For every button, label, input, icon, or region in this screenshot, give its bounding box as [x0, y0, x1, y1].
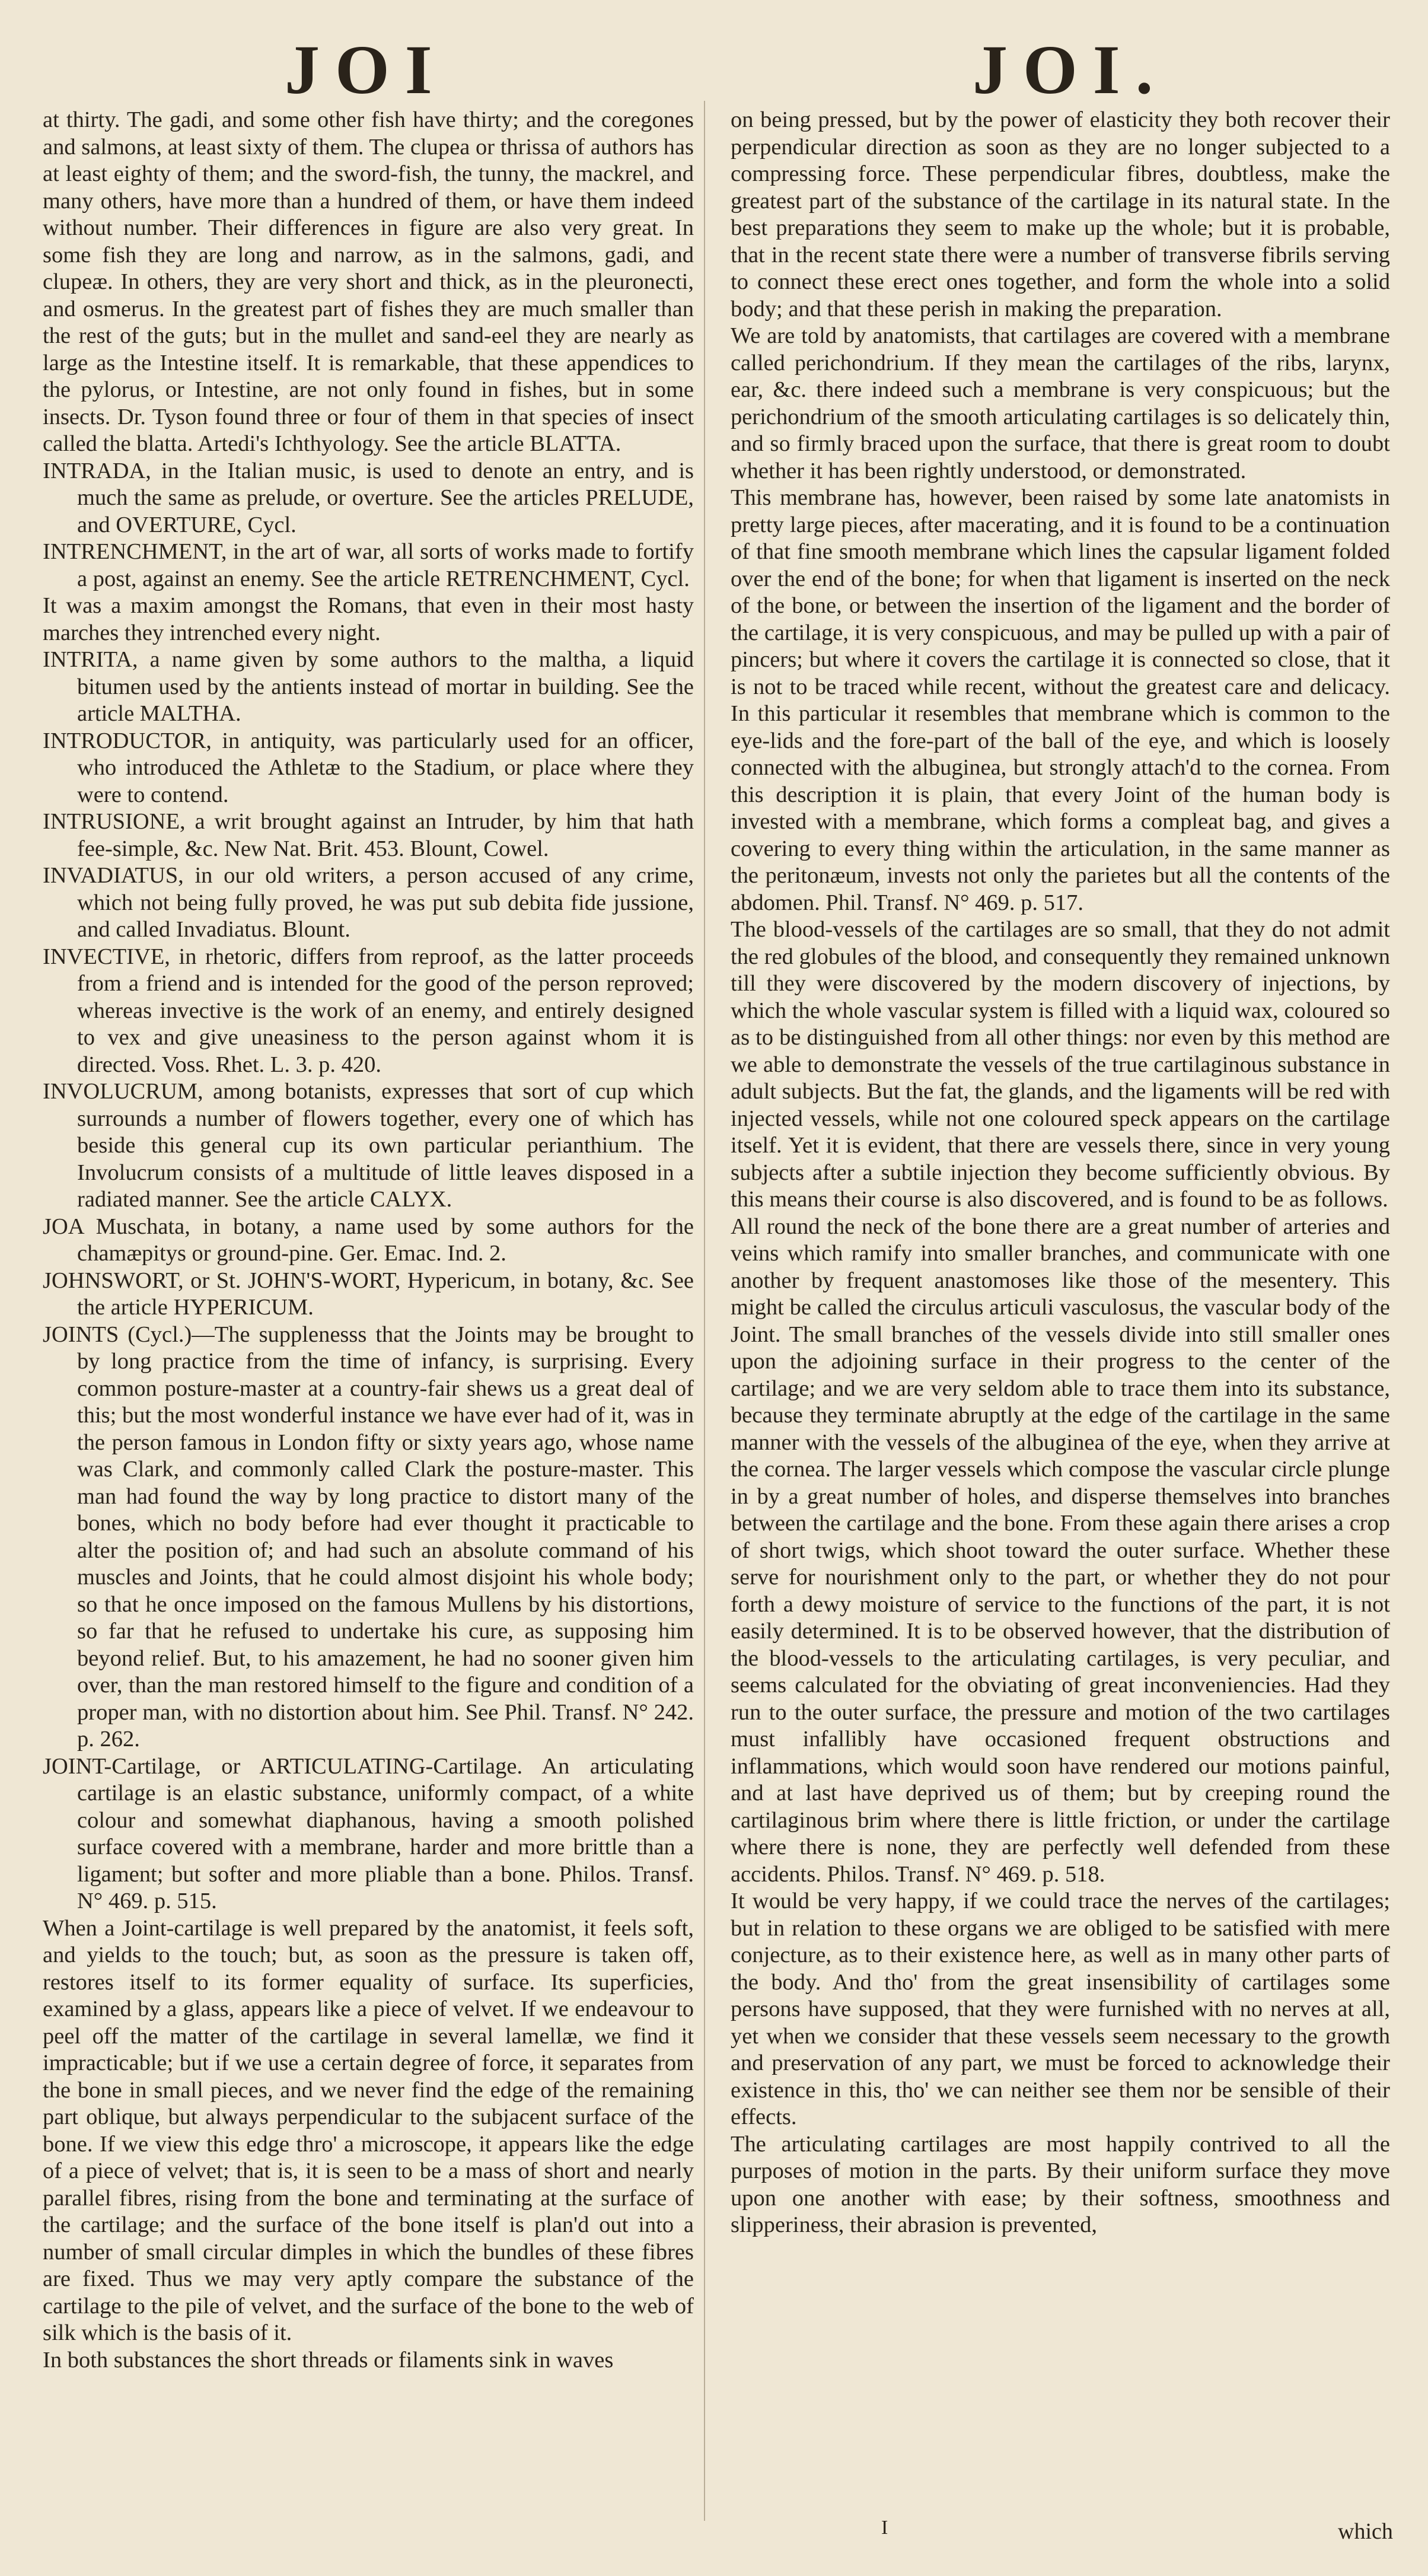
paragraph: When a Joint-cartilage is well prepared by the anatomist, it feels soft, and yields to the touch; but, as soon as the pressure is taken off, restores itself to its former equality of surface. Its superficies, examined by a glass, appears like a piece of velvet. If we endeavour to peel off the matter of the cartilage in several lamellæ, we find it impracticable; but if we use a certain degree of force, it separates from the bone in small pieces, and we never find the edge of the remaining part oblique, but always perpendicular to the subjacent surface of the bone. If we view this edge thro' a microscope, it appears like the edge of a piece of velvet; that is, it is seen to be a mass of short and nearly parallel fibres, rising from the bone and terminating at the surface of the cartilage; and the surface of the bone itself is plan'd out into a number of small circular dimples in which the bundles of these fibres are fixed. Thus we may very aptly compare the substance of the cartilage to the pile of velvet, and the surface of the bone to the web of silk which is the basis of it.	[43, 1915, 694, 2345]
entry-intrada: INTRADA, in the Italian music, is used to denote an entry, and is much the same as prelude, or overture. See the articles PRELUDE, and OVERTURE, Cycl.	[43, 458, 694, 537]
signature-mark: I	[881, 2517, 888, 2539]
right-column	[731, 107, 1390, 2239]
paragraph: on being pressed, but by the power of elasticity they both recover their perpendicular direction as soon as they are no longer subjected to a compressing force. These perpendicular fibres, doubtless, make the greatest part of the substance of the cartilage in its natural state. In the best preparations they seem to make up the whole; but it is probable, that in the recent state there were a number of transverse fibrils serving to connect these erect ones together, and form the whole into a solid body; and that these perish in making the preparation.	[731, 107, 1390, 321]
running-head-left: JOI	[285, 31, 448, 109]
entry-joints: JOINTS (Cycl.)—The supplenesss that the Joints may be brought to by long practice from the time of infancy, is surprising. Every common posture-master at a country-fair shews us a great deal of this; but the most wonderful instance we have ever had of it, was in the person famous in London fifty or sixty years ago, whose name was Clark, and commonly called Clark the posture-master. This man had found the way by long practice to distort many of the bones, which no body before had ever thought it practicable to alter the position of; and had such an absolute command of his muscles and Joints, that he could almost disjoint his whole body; so that he once imposed on the famous Mullens by his distortions, so far that he refused to undertake his cure, as supposing him beyond relief. But, to his amazement, he had no sooner given him over, than the man restored himself to the figure and condition of a proper man, with no distortion about him. See Phil. Transf. N° 242. p. 262.	[43, 1322, 694, 1752]
paragraph: It was a maxim amongst the Romans, that even in their most hasty marches they intrenched every night.	[43, 593, 694, 645]
entry-johnswort: JOHNSWORT, or St. JOHN'S-WORT, Hypericum, in botany, &c. See the article HYPERICUM.	[43, 1268, 694, 1320]
running-head-right: JOI.	[973, 31, 1169, 109]
paragraph: We are told by anatomists, that cartilages are covered with a membrane called perichondrium. If they mean the cartilages of the ribs, larynx, ear, &c. there indeed such a membrane is very conspicuous; but the perichondrium of the smooth articulating cartilages is so delicately thin, and so firmly braced upon the surface, that there is great room to doubt whether it has been rightly understood, or demonstrated.	[731, 323, 1390, 483]
catchword: which	[1338, 2519, 1393, 2544]
paragraph: It would be very happy, if we could trace the nerves of the cartilages; but in relation to these organs we are obliged to be satisfied with mere conjecture, as to their existence here, as well as in many other parts of the body. And tho' from the great insensibility of cartilages some persons have supposed, that they were furnished with no nerves at all, yet when we consider that these vessels seem necessary to the growth and preservation of any part, we must be forced to acknowledge their existence in this, tho' we can neither see them nor be sensible of their effects.	[731, 1889, 1390, 2129]
entry-introductor: INTRODUCTOR, in antiquity, was particularly used for an officer, who introduced the Athletæ to the Stadium, or place where they were to contend.	[43, 728, 694, 807]
paragraph: In both substances the short threads or filaments sink in waves	[43, 2347, 614, 2373]
entry-invadiatus: INVADIATUS, in our old writers, a person accused of any crime, which not being fully proved, he was put sub debita fide jussione, and called Invadiatus. Blount.	[43, 863, 694, 942]
paragraph: The blood-vessels of the cartilages are so small, that they do not admit the red globules of the blood, and consequently they remained unknown till they were discovered by the modern discovery of injections, by which the whole vascular system is filled with a liquid wax, coloured so as to be distinguished from all other things: nor even by this method are we able to demonstrate the vessels of the true cartilaginous substance in adult subjects. But the fat, the glands, and the ligaments will be red with injected vessels, while not one coloured speck appears on the cartilage itself. Yet it is evident, that there are vessels there, since in very young subjects after a subtile injection they become sufficiently obvious. By this means their course is also discovered, and is found to be as follows.	[731, 917, 1390, 1212]
entry-involucrum: INVOLUCRUM, among botanists, expresses that sort of cup which surrounds a number of flowers together, every one of which has beside this general cup its own particular perianthium. The Involucrum consists of a multitude of little leaves disposed in a radiated manner. See the article CALYX.	[43, 1079, 694, 1212]
paragraph: All round the neck of the bone there are a great number of arteries and veins which ramify into smaller branches, and communicate with one another by frequent anastomoses like those of the mesentery. This might be called the circulus articuli vasculosus, the vascular body of the Joint. The small branches of the vessels divide into still smaller ones upon the adjoining surface in their progress to the center of the cartilage; and we are very seldom able to trace them into its substance, because they terminate abruptly at the edge of the cartilage in the same manner with the vessels of the albuginea of the eye, when they arrive at the cornea. The larger vessels which compose the vascular circle plunge in by a great number of holes, and disperse themselves into branches between the cartilage and the bone. From these again there arises a crop of short twigs, which shoot toward the outer surface. Whether these serve for nourishment only to the part, or whether they do not pour forth a dewy moisture of service to the functions of the part, it is not easily determined. It is to be observed however, that the distribution of the blood-vessels to the articulating cartilages, is very peculiar, and seems calculated for the obviating of great inconveniencies. Had they run to the outer surface, the pressure and motion of the two cartilages must infallibly have occasioned frequent obstructions and inflammations, which would soon have rendered our motions painful, and at last have deprived us of them; but by creeping round the cartilaginous brim where there is little friction, or under the cartilage where there is none, they are perfectly well defended from these accidents. Philos. Transf. N° 469. p. 518.	[731, 1214, 1390, 1887]
paragraph: at thirty. The gadi, and some other fish have thirty; and the coregones and salmons, at least sixty of them. The clupea or thrissa of authors has at least eighty of them; and the sword-fish, the tunny, the mackrel, and many others, have more than a hundred of them, or have them indeed without number. Their differences in figure are also very great. In some fish they are long and narrow, as in the salmons, gadi, and clupeæ. In others, they are very short and thick, as in the pleuronecti, and osmerus. In the greatest part of fishes they are much smaller than the rest of the guts; but in the mullet and sand-eel they are nearly as large as the Intestine itself. It is remarkable, that these appendices to the pylorus, or Intestine, are not only found in fishes, but in some insects. Dr. Tyson found three or four of them in that species of insect called the blatta. Artedi's Ichthyology. See the article BLATTA.	[43, 107, 694, 456]
entry-intrusione: INTRUSIONE, a writ brought against an Intruder, by him that hath fee-simple, &c. New Nat. Brit. 453. Blount, Cowel.	[43, 809, 694, 861]
paragraph: This membrane has, however, been raised by some late anatomists in pretty large pieces, after macerating, and it is found to be a continuation of that fine smooth membrane which lines the capsular ligament folded over the end of the bone; for when that ligament is inserted on the neck of the bone, or between the insertion of the ligament and the border of the cartilage, it is very conspicuous, and may be pulled up with a pair of pincers; but where it covers the cartilage it is connected so close, that it is not to be traced while recent, without the greatest care and delicacy. In this particular it resembles that membrane which is common to the eye-lids and the fore-part of the ball of the eye, and which is loosely connected with the albuginea, but strongly attach'd to the cornea. From this description it is plain, that every Joint of the human body is invested with a membrane, which forms a compleat bag, and gives a covering to every thing within the articulation, in the same manner as the peritonæum, invests not only the parietes but all the contents of the abdomen. Phil. Transf. N° 469. p. 517.	[731, 485, 1390, 915]
entry-intrenchment: INTRENCHMENT, in the art of war, all sorts of works made to fortify a post, against an enemy. See the article RETRENCHMENT, Cycl.	[43, 539, 694, 591]
left-column	[43, 107, 694, 2374]
entry-intrita: INTRITA, a name given by some authors to the maltha, a liquid bitumen used by the antients instead of mortar in building. See the article MALTHA.	[43, 647, 694, 726]
column-divider	[704, 101, 705, 2521]
entry-joa: JOA Muschata, in botany, a name used by some authors for the chamæpitys or ground-pine. Ger. Emac. Ind. 2.	[43, 1214, 694, 1266]
entry-invective: INVECTIVE, in rhetoric, differs from reproof, as the latter proceeds from a friend and is intended for the good of the person reproved; whereas invective is the work of an enemy, and entirely designed to vex and give uneasiness to the person against whom it is directed. Voss. Rhet. L. 3. p. 420.	[43, 944, 694, 1077]
entry-joint-cartilage: JOINT-Cartilage, or ARTICULATING-Cartilage. An articulating cartilage is an elastic substance, uniformly compact, of a white colour and somewhat diaphanous, having a smooth polished surface covered with a membrane, harder and more brittle than a ligament; but softer and more pliable than a bone. Philos. Transf. N° 469. p. 515.	[43, 1753, 694, 1913]
paragraph: The articulating cartilages are most happily contrived to all the purposes of motion in the parts. By their uniform surface they move upon one another with ease; by their softness, smoothness and slipperiness, their abrasion is prevented,	[731, 2131, 1390, 2237]
